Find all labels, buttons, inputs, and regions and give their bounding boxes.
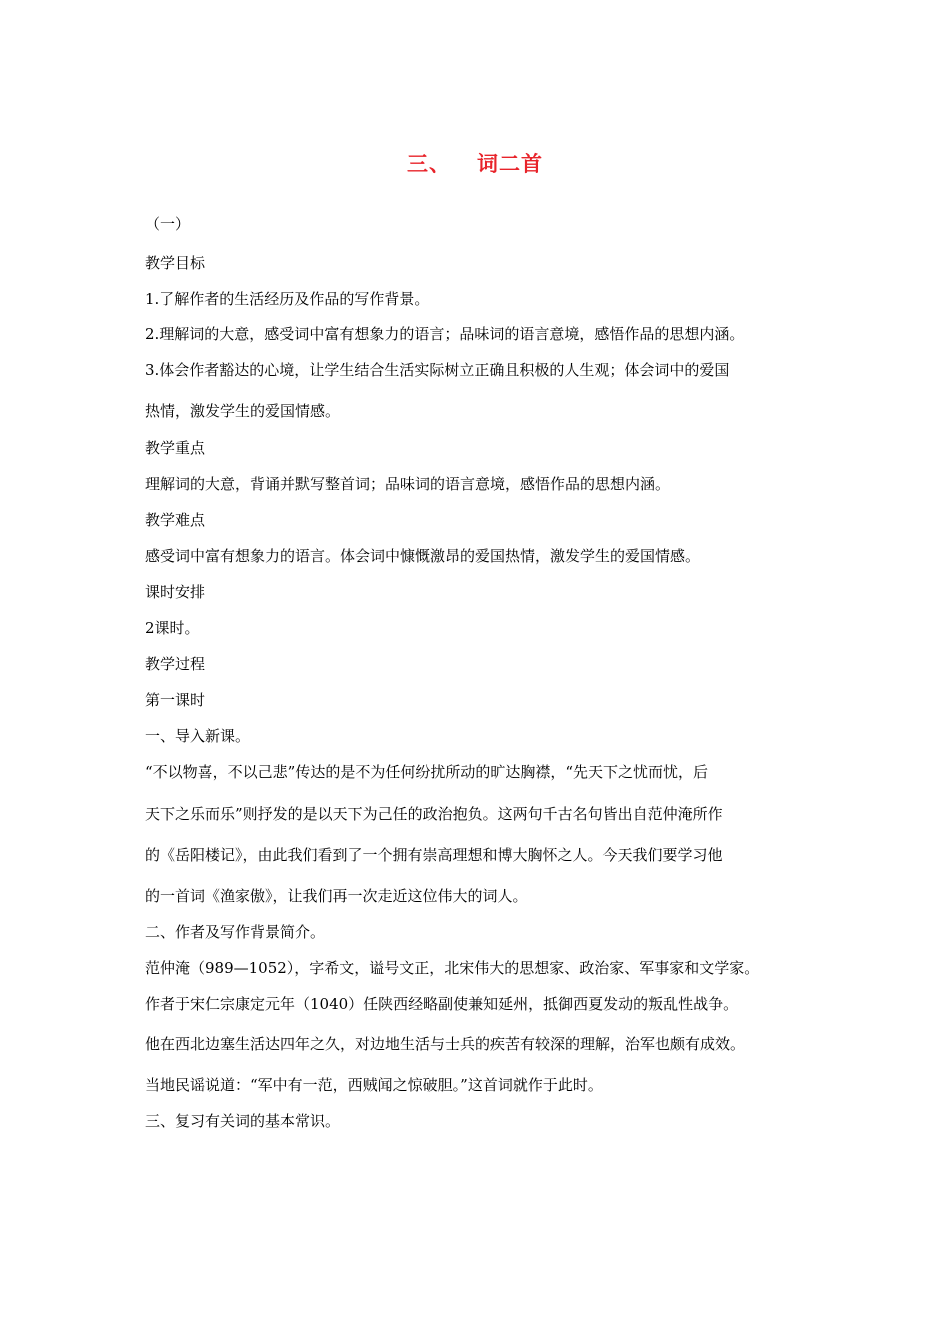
heading-key-points: 教学重点 [145, 439, 206, 457]
heading-first-lesson: 第一课时 [145, 691, 206, 709]
key-points-text: 理解词的大意，背诵并默写整首词；品味词的语言意境，感悟作品的思想内涵。 [145, 475, 671, 493]
schedule-text: 2课时。 [145, 619, 200, 637]
title-number: 三、 [407, 152, 451, 176]
intro-paragraph-line-3: 的《岳阳楼记》，由此我们看到了一个拥有崇高理想和博大胸怀之人。今天我们要学习他 [145, 846, 723, 864]
intro-paragraph-line-1: “不以物喜，不以己悲”传达的是不为任何纷扰所动的旷达胸襟，“先天下之忧而忧，后 [145, 763, 709, 781]
intro-paragraph-line-4: 的一首词《渔家傲》，让我们再一次走近这位伟大的词人。 [145, 887, 528, 905]
goal-item-2: 2.理解词的大意，感受词中富有想象力的语言；品味词的语言意境，感悟作品的思想内涵。 [145, 325, 745, 343]
author-paragraph-line-3: 他在西北边塞生活达四年之久，对边地生活与士兵的疾苦有较深的理解，治军也颇有成效。 [145, 1035, 746, 1053]
author-paragraph-line-4: 当地民谣说道：“军中有一范，西贼闻之惊破胆。”这首词就作于此时。 [145, 1076, 603, 1094]
heading-teaching-goals: 教学目标 [145, 254, 206, 272]
step-2-heading: 二、作者及写作背景简介。 [145, 923, 326, 941]
goal-item-1: 1.了解作者的生活经历及作品的写作背景。 [145, 290, 430, 308]
author-paragraph-line-1: 范仲淹（989—1052），字希文，谥号文正，北宋伟大的思想家、政治家、军事家和文学家。 [145, 959, 760, 977]
section-marker: （一） [145, 215, 191, 233]
difficulties-text: 感受词中富有想象力的语言。体会词中慷慨激昂的爱国热情，激发学生的爱国情感。 [145, 547, 701, 565]
goal-item-3-cont: 热情，激发学生的爱国情感。 [145, 402, 341, 420]
step-3-heading: 三、复习有关词的基本常识。 [145, 1112, 341, 1130]
heading-difficulties: 教学难点 [145, 511, 206, 529]
page-title [0, 148, 950, 178]
goal-item-3: 3.体会作者豁达的心境，让学生结合生活实际树立正确且积极的人生观；体会词中的爱国 [145, 361, 730, 379]
heading-process: 教学过程 [145, 655, 206, 673]
intro-paragraph-line-2: 天下之乐而乐”则抒发的是以天下为己任的政治抱负。这两句千古名句皆出自范仲淹所作 [145, 805, 723, 823]
step-1-heading: 一、导入新课。 [145, 727, 251, 745]
author-paragraph-line-2: 作者于宋仁宗康定元年（1040）任陕西经略副使兼知延州，抵御西夏发动的叛乱性战争。 [145, 995, 739, 1013]
title-text: 词二首 [477, 152, 543, 176]
heading-schedule: 课时安排 [145, 583, 206, 601]
